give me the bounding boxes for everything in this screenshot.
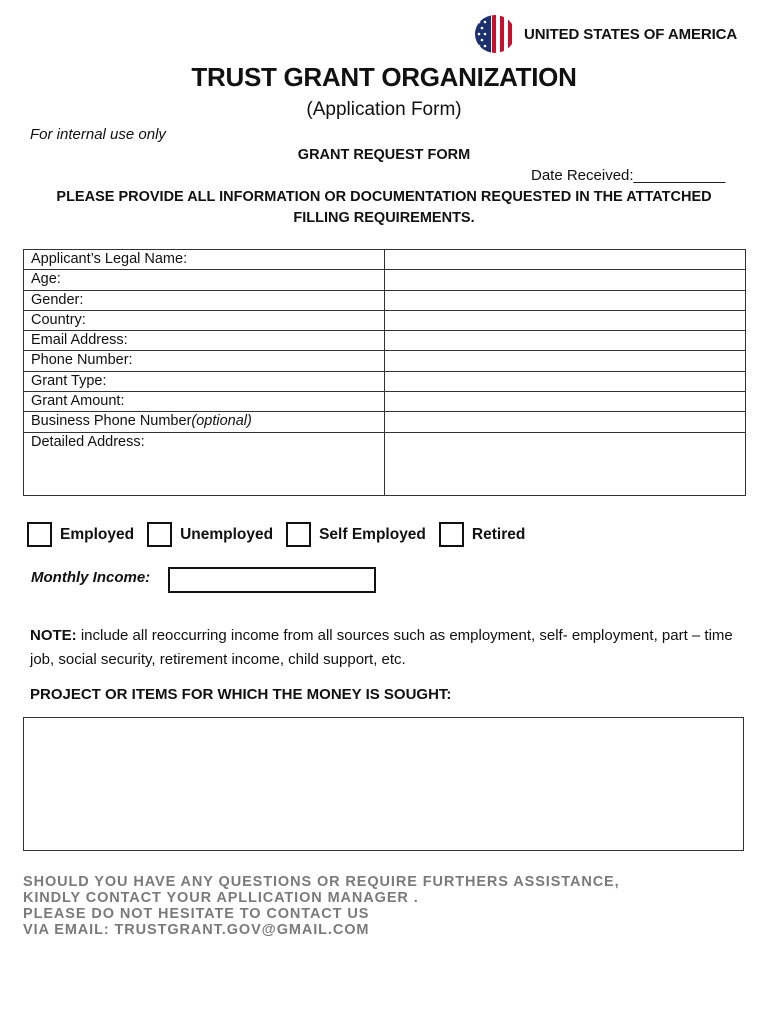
business-phone-label: Business Phone Number <box>31 413 192 430</box>
us-flag-circle-icon <box>474 14 516 54</box>
unemployed-option <box>147 522 273 547</box>
contact-email-line: VIA EMAIL: TRUSTGRANT.GOV@GMAIL.COM <box>23 922 370 938</box>
applicant-info-table <box>23 249 746 496</box>
gender-input[interactable] <box>385 290 746 310</box>
retired-option <box>439 522 525 547</box>
internal-use-note: For internal use only <box>30 126 166 143</box>
field-label: Applicant’s Legal Name: <box>24 250 385 270</box>
country-banner <box>474 14 737 54</box>
contact-line: PLEASE DO NOT HESITATE TO CONTACT US <box>23 906 370 922</box>
field-label: Phone Number: <box>24 351 385 371</box>
note-body: include all reoccurring income from all sources such as employment, self- employment, part – time job, social security, retirement income, child support, etc. <box>30 627 733 668</box>
country-input[interactable] <box>385 310 746 330</box>
contact-info <box>23 874 620 938</box>
optional-label: (optional) <box>191 413 252 430</box>
legal-name-input[interactable] <box>385 250 746 270</box>
field-label: Country: <box>24 310 385 330</box>
field-label: Email Address: <box>24 331 385 351</box>
field-label <box>24 412 385 432</box>
page-title: TRUST GRANT ORGANIZATION <box>191 62 577 92</box>
contact-line: KINDLY CONTACT YOUR APLLICATION MANAGER . <box>23 890 419 906</box>
table-row <box>24 371 746 391</box>
table-row <box>24 250 746 270</box>
field-label: Grant Amount: <box>24 392 385 412</box>
monthly-income-label: Monthly Income: <box>31 569 151 586</box>
contact-line: SHOULD YOU HAVE ANY QUESTIONS OR REQUIRE FURTHERS ASSISTANCE, <box>23 874 620 890</box>
field-label: Detailed Address: <box>24 432 385 495</box>
employed-option <box>27 522 134 547</box>
project-description-input[interactable] <box>23 717 744 851</box>
form-subtitle: (Application Form) <box>306 99 462 120</box>
table-row <box>24 392 746 412</box>
field-label: Grant Type: <box>24 371 385 391</box>
table-row <box>24 310 746 330</box>
table-row <box>24 432 746 495</box>
table-row <box>24 412 746 432</box>
self-employed-option <box>286 522 426 547</box>
self-employed-checkbox[interactable] <box>286 522 311 547</box>
grant-type-input[interactable] <box>385 371 746 391</box>
employment-status-group <box>27 522 538 547</box>
instruction-text: PLEASE PROVIDE ALL INFORMATION OR DOCUMENTATION REQUESTED IN THE ATTATCHED FILLING REQUIREMENTS. <box>56 189 712 226</box>
table-row <box>24 331 746 351</box>
unemployed-label: Unemployed <box>180 525 274 543</box>
grant-amount-input[interactable] <box>385 392 746 412</box>
retired-label: Retired <box>471 525 526 543</box>
unemployed-checkbox[interactable] <box>147 522 172 547</box>
monthly-income-input[interactable] <box>168 567 376 593</box>
field-label: Gender: <box>24 290 385 310</box>
retired-checkbox[interactable] <box>439 522 464 547</box>
table-row <box>24 290 746 310</box>
table-row <box>24 270 746 290</box>
country-label: UNITED STATES OF AMERICA <box>524 25 738 43</box>
employed-checkbox[interactable] <box>27 522 52 547</box>
email-input[interactable] <box>385 331 746 351</box>
grant-request-heading: GRANT REQUEST FORM <box>297 147 471 163</box>
project-heading: PROJECT OR ITEMS FOR WHICH THE MONEY IS SOUGHT: <box>30 686 452 703</box>
employed-label: Employed <box>60 525 135 543</box>
field-label: Age: <box>24 270 385 290</box>
income-note <box>30 624 740 672</box>
address-input[interactable] <box>385 432 746 495</box>
age-input[interactable] <box>385 270 746 290</box>
date-received-field: Date Received:___________ <box>531 167 726 184</box>
business-phone-input[interactable] <box>385 412 746 432</box>
note-label: NOTE: <box>30 627 77 644</box>
self-employed-label: Self Employed <box>319 525 426 543</box>
phone-input[interactable] <box>385 351 746 371</box>
table-row <box>24 351 746 371</box>
